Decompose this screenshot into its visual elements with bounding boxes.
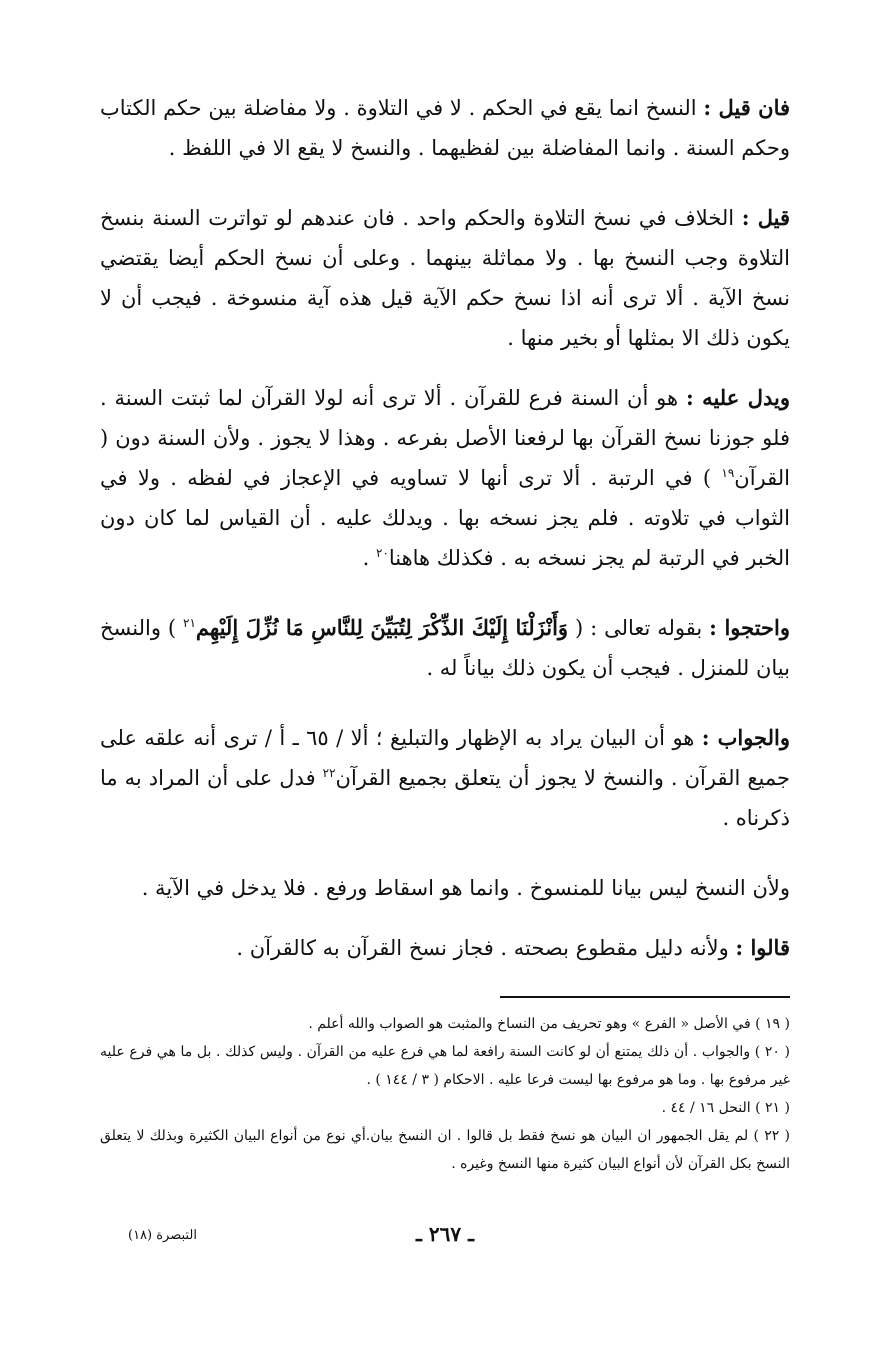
paragraph-lead: قيل : bbox=[741, 205, 790, 230]
paragraph-text: هو أن السنة فرع للقرآن . ألا ترى أنه لولا القرآن لما ثبتت السنة . فلو جوزنا نسخ القرآن بها لرفعنا الأصل بفرعه . وهذا لا يجوز . ولأن السنة دون ( القرآن bbox=[100, 386, 790, 490]
footnote-ref: ٢٠ bbox=[375, 546, 389, 560]
page-footer bbox=[100, 1222, 790, 1252]
footnote-ref: ٢١ bbox=[183, 616, 196, 630]
running-footer: التبصرة (١٨) bbox=[128, 1228, 197, 1243]
paragraph-evidence bbox=[100, 378, 790, 578]
paragraph-answer bbox=[100, 718, 790, 838]
paragraph-text: ولأن النسخ ليس بيانا للمنسوخ . وانما هو اسقاط ورفع . فلا يدخل في الآية . bbox=[141, 876, 790, 900]
main-text bbox=[100, 88, 790, 968]
paragraph-abrogation bbox=[100, 868, 790, 908]
footnote-ref: ٢٢ bbox=[322, 766, 336, 780]
quran-verse: وَأَنْزَلْنَا إِلَيْكَ الذِّكْرَ لِتُبَيِّنَ لِلنَّاسِ مَا نُزِّلَ إِلَيْهِم bbox=[195, 615, 569, 640]
footnote-21: ( ٢١ ) النحل ١٦ / ٤٤ . bbox=[661, 1100, 790, 1116]
paragraph-argument bbox=[100, 608, 790, 688]
paragraph-text: . bbox=[362, 546, 370, 570]
footnote-22: ( ٢٢ ) لم يقل الجمهور ان البيان هو نسخ فقط بل قالوا . ان النسخ بيان.أي نوع من أنواع البيان الكثيرة وبذلك لا يتعلق النسخ بكل القرآن لأن أنواع البيان كثيرة منها النسخ وغيره . bbox=[100, 1128, 790, 1172]
paragraph-lead: فان قيل : bbox=[703, 95, 791, 120]
footnote-divider bbox=[500, 996, 790, 998]
paragraph-lead: والجواب : bbox=[701, 725, 790, 750]
paragraph-text: بقوله تعالى : ( bbox=[574, 616, 703, 640]
footnote-ref: ١٩ bbox=[721, 466, 735, 480]
paragraph-objection bbox=[100, 88, 790, 168]
paragraph-lead: واحتجوا : bbox=[709, 615, 790, 640]
page-number: ـ ٢٦٧ ـ bbox=[416, 1222, 474, 1246]
footnote-20: ( ٢٠ ) والجواب . أن ذلك يمتنع أن لو كانت السنة رافعة لما هي فرع عليه من القرآن . وليس كذلك . بل ما هي فرع عليه غير مرفوع بها . وما هو مرفوع بها ليست فرعا عليه . الاحكام ( ٣ / ١٤٤ ) . bbox=[100, 1044, 790, 1088]
footnote-19: ( ١٩ ) في الأصل « الفرع » وهو تحريف من النساخ والمثبت هو الصواب والله أعلم . bbox=[308, 1016, 790, 1032]
paragraph-text: ) في الرتبة . ألا ترى أنها لا تساويه في الإعجاز في لفظه . ولا في الثواب في تلاوته . فلم يجز نسخه بها . ويدلك عليه . أن القياس لما كان دون الخبر في الرتبة لم يجز نسخه به . فكذلك هاهنا bbox=[100, 466, 790, 570]
paragraph-lead: ويدل عليه : bbox=[685, 385, 791, 410]
paragraph-text: هو أن البيان يراد به الإظهار والتبليغ ؛ ألا / ٦٥ ـ أ / ترى أنه علقه على جميع القرآن . والنسخ لا يجوز أن يتعلق بجميع القرآن bbox=[100, 726, 790, 790]
paragraph-text: الخلاف في نسخ التلاوة والحكم واحد . فان عندهم لو تواترت السنة بنسخ التلاوة وجب النسخ بها . ولا مماثلة بينهما . وعلى أن نسخ الحكم أيضا يقتضي نسخ الآية . ألا ترى أنه اذا نسخ حكم الآية قيل هذه آية منسوخة . فيجب أن لا يكون ذلك الا بمثلها أو بخير منها . bbox=[100, 206, 790, 350]
paragraph-lead: قالوا : bbox=[735, 935, 790, 960]
paragraph-reply bbox=[100, 198, 790, 358]
paragraph-text: النسخ انما يقع في الحكم . لا في التلاوة . ولا مفاضلة بين حكم الكتاب وحكم السنة . وانما المفاضلة بين لفظيهما . والنسخ لا يقع الا في اللفظ . bbox=[100, 96, 790, 160]
paragraph-text: ) والنسخ بيان للمنزل . فيجب أن يكون ذلك بياناً له . bbox=[100, 616, 790, 680]
footnotes bbox=[100, 1010, 790, 1178]
paragraph-they-said bbox=[100, 928, 790, 968]
paragraph-text: فدل على أن المراد به ما ذكرناه . bbox=[100, 766, 790, 830]
paragraph-text: ولأنه دليل مقطوع بصحته . فجاز نسخ القرآن به كالقرآن . bbox=[236, 936, 729, 960]
